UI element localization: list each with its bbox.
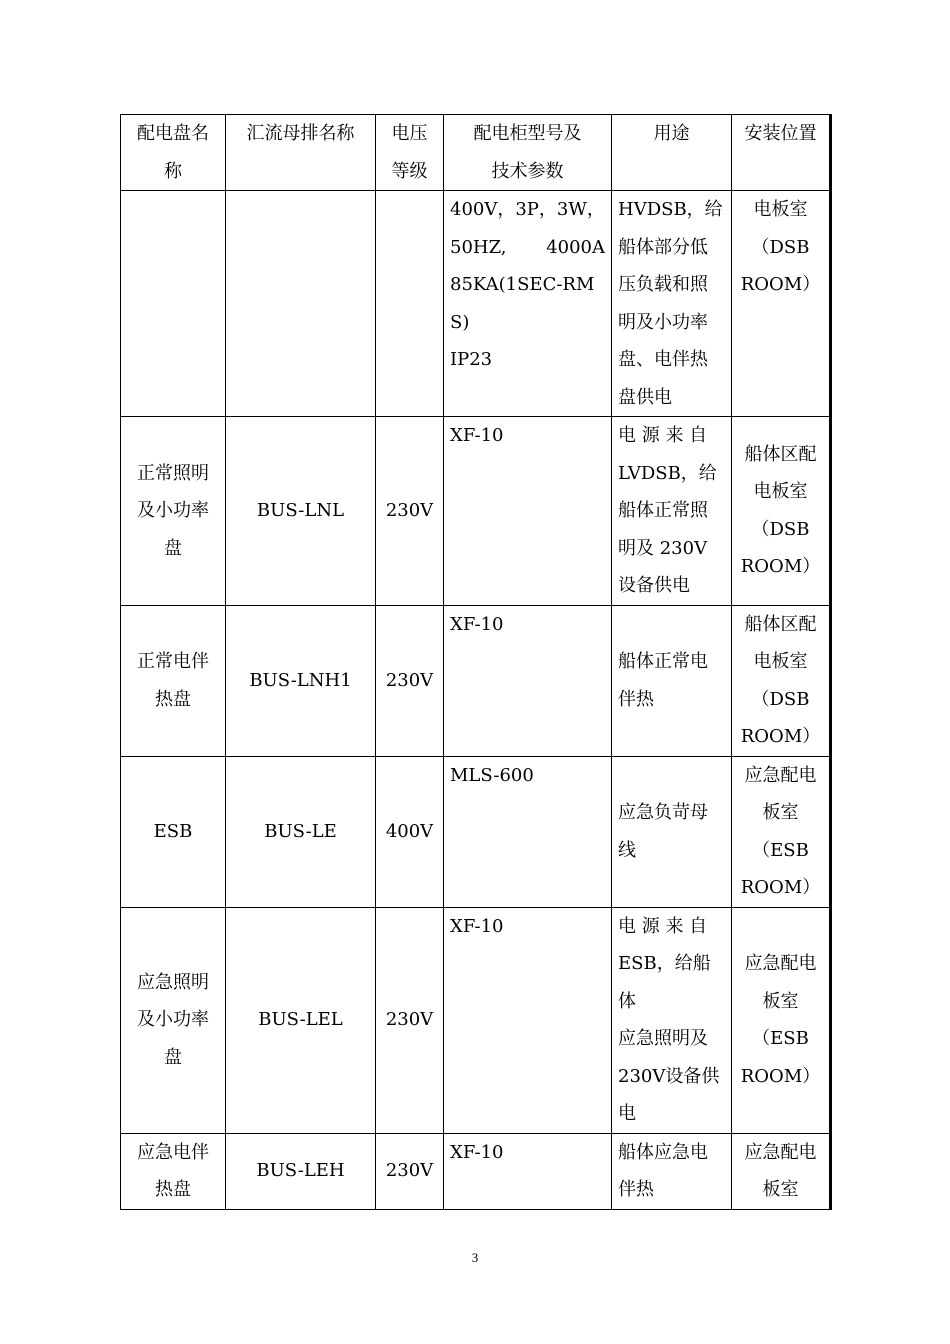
cell-bus-name: BUS-LNH1: [226, 605, 376, 756]
cell-bus-name: [226, 191, 376, 417]
header-text: 技术参数: [491, 160, 564, 182]
cell-panel-name: [121, 417, 226, 606]
header-text: 安装位置: [744, 123, 817, 144]
text-line: 盘供电: [618, 386, 672, 408]
table-row: [121, 756, 831, 907]
cell-usage: [612, 605, 732, 756]
cell-voltage: [376, 191, 444, 417]
text-line: ROOM）: [740, 274, 821, 295]
text-line: 应急电伴: [137, 1141, 209, 1163]
header-text: 电压: [391, 123, 428, 144]
text-line: 盘: [164, 1046, 182, 1068]
text-line: ROOM）: [740, 877, 821, 898]
text-line: 板室: [762, 802, 799, 823]
text-line: ESB: [153, 820, 193, 842]
table-row: [121, 1133, 831, 1209]
text-line: （DSB: [751, 518, 810, 540]
text-line: 50HZ, 4000A: [450, 236, 605, 258]
cell-panel-name: [121, 191, 226, 417]
cell-bus-name: BUS-LEL: [226, 907, 376, 1133]
text-line: 船体正常照: [618, 500, 708, 521]
cell-voltage: 230V: [376, 1133, 444, 1209]
text-line: 船体部分低: [618, 236, 708, 258]
text-line: 盘: [164, 537, 182, 559]
cell-location: [732, 417, 831, 606]
text-line: 400V，3P，3W，: [450, 199, 605, 220]
text-line: 盘、电伴热: [618, 349, 708, 370]
text-line: 板室: [762, 990, 799, 1012]
cell-model: [444, 1133, 612, 1209]
header-bus-name: [226, 115, 376, 191]
cell-usage: [612, 756, 732, 907]
text-line: 应急配电: [744, 953, 817, 974]
text-line: 电板室: [753, 651, 808, 672]
text-line: （ESB: [752, 1028, 809, 1049]
text-line: XF-10: [450, 1141, 504, 1163]
text-line: 应急配电: [744, 1141, 817, 1163]
text-line: 应急配电: [744, 764, 817, 786]
header-text: 称: [164, 160, 182, 182]
text-line: （DSB: [751, 688, 810, 710]
text-line: 及小功率: [137, 500, 209, 521]
text-line: HVDSB，给: [618, 199, 723, 220]
distribution-panel-table: [120, 114, 832, 1210]
text-line: IP23: [450, 349, 493, 370]
page-number: 3: [471, 1250, 479, 1265]
table-row: [121, 907, 831, 1133]
header-text: 汇流母排名称: [246, 123, 355, 144]
text-line: 应急照明及: [618, 1028, 708, 1049]
text-line: 设备供电: [618, 575, 690, 596]
text-line: XF-10: [450, 425, 504, 446]
header-text: 配电柜型号及: [473, 123, 582, 144]
text-line: 电 源 来 自: [618, 425, 708, 446]
cell-location: [732, 1133, 831, 1209]
text-line: 热盘: [155, 688, 191, 710]
table-header-row: [121, 115, 831, 191]
header-location: [732, 115, 831, 191]
cell-voltage: 230V: [376, 417, 444, 606]
text-line: 船体区配: [744, 613, 817, 635]
text-line: XF-10: [450, 915, 504, 937]
table-row: [121, 417, 831, 606]
cell-model: [444, 907, 612, 1133]
text-line: 应急照明: [137, 971, 209, 993]
text-line: 电板室: [753, 199, 808, 220]
text-line: 热盘: [155, 1179, 191, 1200]
header-panel-name: [121, 115, 226, 191]
header-text: 配电盘名: [137, 123, 209, 144]
text-line: 板室: [762, 1179, 799, 1200]
text-line: 电: [618, 1103, 636, 1124]
text-line: 电板室: [753, 481, 808, 503]
text-line: （ESB: [752, 839, 809, 861]
text-line: 明及 230V: [618, 537, 708, 559]
table-row: [121, 605, 831, 756]
text-line: XF-10: [450, 613, 504, 635]
cell-voltage: 230V: [376, 605, 444, 756]
text-line: LVDSB，给: [618, 462, 717, 484]
header-usage: [612, 115, 732, 191]
table-row: [121, 191, 831, 417]
cell-panel-name: [121, 605, 226, 756]
text-line: MLS-600: [450, 764, 534, 786]
text-line: ROOM）: [740, 726, 821, 747]
cell-voltage: 400V: [376, 756, 444, 907]
text-line: 正常照明: [137, 462, 209, 484]
text-line: ROOM）: [740, 556, 821, 578]
text-line: 线: [618, 839, 636, 861]
text-line: 电 源 来 自: [618, 915, 708, 937]
cell-model: [444, 417, 612, 606]
cell-model: [444, 605, 612, 756]
text-line: 船体区配: [744, 443, 817, 465]
header-model: [444, 115, 612, 191]
cell-bus-name: BUS-LE: [226, 756, 376, 907]
text-line: 230V设备供: [618, 1065, 720, 1087]
header-text: 用途: [653, 123, 690, 144]
cell-location: [732, 907, 831, 1133]
cell-panel-name: [121, 756, 226, 907]
cell-model: [444, 756, 612, 907]
text-line: 伴热: [618, 688, 654, 710]
cell-model: [444, 191, 612, 417]
cell-usage: [612, 907, 732, 1133]
cell-usage: [612, 1133, 732, 1209]
cell-location: [732, 191, 831, 417]
text-line: 船体正常电: [618, 651, 708, 672]
cell-panel-name: [121, 1133, 226, 1209]
text-line: ROOM）: [740, 1065, 821, 1087]
text-line: 明及小功率: [618, 311, 708, 333]
header-voltage: [376, 115, 444, 191]
cell-usage: [612, 417, 732, 606]
cell-panel-name: [121, 907, 226, 1133]
text-line: 船体应急电: [618, 1141, 708, 1163]
text-line: （DSB: [751, 236, 810, 258]
text-line: 正常电伴: [137, 651, 209, 672]
text-line: 压负载和照: [618, 274, 708, 295]
cell-bus-name: BUS-LNL: [226, 417, 376, 606]
cell-bus-name: BUS-LEH: [226, 1133, 376, 1209]
cell-location: [732, 605, 831, 756]
text-line: ESB，给船体: [618, 953, 711, 1012]
cell-usage: [612, 191, 732, 417]
header-text: 等级: [391, 160, 428, 182]
text-line: 应急负苛母: [618, 802, 708, 823]
cell-voltage: 230V: [376, 907, 444, 1133]
cell-location: [732, 756, 831, 907]
text-line: 及小功率: [137, 1009, 209, 1031]
text-line: 85KA(1SEC-RMS): [450, 274, 595, 333]
text-line: 伴热: [618, 1179, 654, 1200]
